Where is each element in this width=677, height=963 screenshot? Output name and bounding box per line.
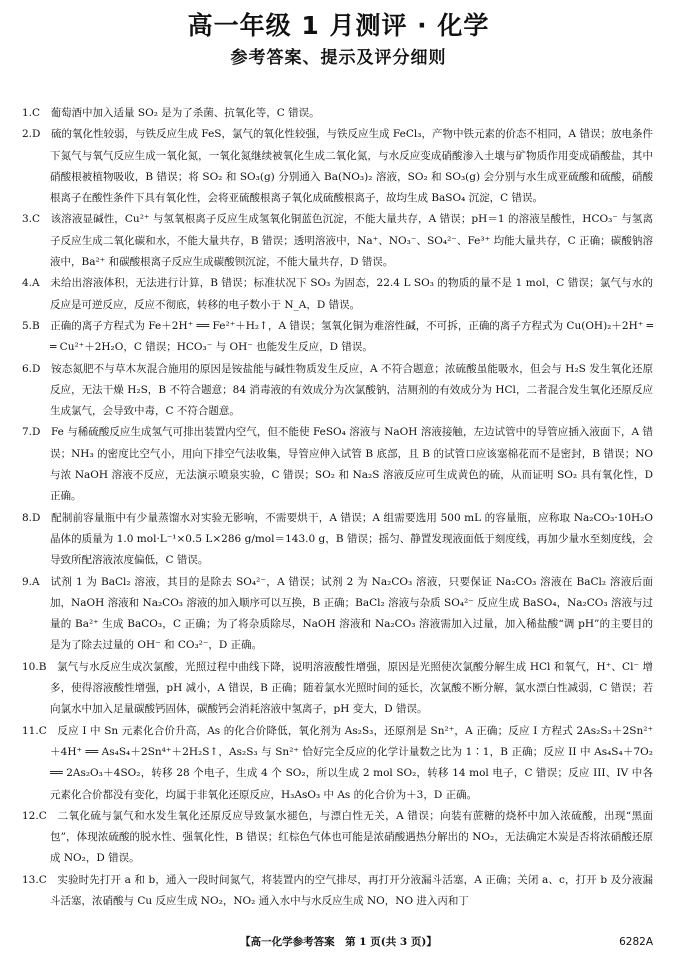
answer-item <box>22 209 653 273</box>
answer-explanation: 正确的离子方程式为 Fe＋2H⁺ ══ Fe²⁺＋H₂↑，A 错误；氢氧化铜为难溶性碱，不可拆，正确的离子方程式为 Cu(OH)₂＋2H⁺ ══ Cu²⁺＋2H₂O，C 错误；HCO₃⁻ 与 OH⁻ 也能发生反应，D 错误。 <box>50 319 653 354</box>
answer-number: 11.C <box>22 724 47 737</box>
answer-explanation: 反应 I 中 Sn 元素化合价升高，As 的化合价降低，氧化剂为 As₂S₃，还原剂是 Sn²⁺，A 正确；反应 I 方程式 2As₂S₃＋2Sn²⁺＋4H⁺ ══ As₄S₄＋2Sn⁴⁺＋2H₂S↑，As₂S₃ 与 Sn²⁺ 恰好完全反应的化学计量数之比为 1∶1，B 正确；反应 II 中 As₄S₄＋7O₂ ══ 2As₂O₃＋4SO₂，转移 28 个电子，生成 4 个 SO₂，所以生成 2 mol SO₂，转移 14 mol 电子，C 错误；反应 III、IV 中各元素化合价都没有变化，均属于非氧化还原反应，H₃AsO₃ 中 As 的化合价为＋3，D 正确。 <box>50 724 653 801</box>
answer-list <box>22 103 653 912</box>
answer-item <box>22 359 653 423</box>
answer-item <box>22 721 653 806</box>
answer-item <box>22 316 653 359</box>
document-code: 6282A <box>619 936 653 948</box>
answer-explanation: 氯气与水反应生成次氯酸，光照过程中曲线下降，说明溶液酸性增强，原因是光照使次氯酸分解生成 HCl 和氧气，H⁺、Cl⁻ 增多，使得溶液酸性增强，pH 减小，A 错误，B 正确；随着氯水光照时间的延长，次氯酸不断分解，氯水漂白性减弱，C 错误；若向氯水中加入足量碳酸钙固体，碳酸钙会消耗溶液中氢离子，pH 变大，D 错误。 <box>50 660 653 716</box>
answer-explanation: 该溶液显碱性，Cu²⁺ 与氢氧根离子反应生成氢氧化铜蓝色沉淀，不能大量共存，A 错误；pH＝1 的溶液呈酸性，HCO₃⁻ 与氢离子反应生成二氧化碳和水，不能大量共存，B 错误；透明溶液中，Na⁺、NO₃⁻、SO₄²⁻、Fe³⁺ 均能大量共存，C 正确；碳酸钠溶液中，Ba²⁺ 和碳酸根离子反应生成碳酸钡沉淀，不能大量共存，D 错误。 <box>50 213 653 269</box>
answer-explanation: Fe 与稀硫酸反应生成氢气可排出装置内空气，但不能使 FeSO₄ 溶液与 NaOH 溶液接触，左边试管中的导管应插入液面下，A 错误；NH₃ 的密度比空气小，用向下排空气法收集，导管应伸入试管 B 底部，且 B 的试管口应该塞棉花而不是密封，B 错误；NO 与浓 NaOH 溶液不反应，无法演示喷泉实验，C 错误；SO₂ 和 Na₂S 溶液反应可生成黄色的硫，从而证明 SO₂ 具有氧化性，D 正确。 <box>50 426 653 503</box>
answer-number: 12.C <box>22 809 47 822</box>
answer-number: 13.C <box>22 873 47 886</box>
answer-explanation: 葡萄酒中加入适量 SO₂ 是为了杀菌、抗氧化等，C 错误。 <box>50 107 320 119</box>
answer-item <box>22 422 653 507</box>
answer-number: 8.D <box>22 511 41 524</box>
answer-number: 2.D <box>22 128 41 141</box>
answer-number: 4.A <box>22 277 40 290</box>
answer-number: 10.B <box>22 660 47 673</box>
answer-explanation: 硫的氧化性较弱，与铁反应生成 FeS，氯气的氧化性较强，与铁反应生成 FeCl₃，产物中铁元素的价态不相同，A 错误；放电条件下氮气与氧气反应生成一氧化氮，一氧化氮继续被氧化生成二氧化氮，与水反应变成硝酸渗入土壤与矿物质作用变成硝酸盐，其中硝酸根被植物吸收，B 错误；将 SO₂ 和 SO₃(g) 分别通入 Ba(NO₃)₂ 溶液，SO₂ 和 SO₃(g) 会分别与水生成亚硫酸和硫酸，硝酸根离子在酸性条件下具有氧化性，会将亚硫酸根离子氧化成硫酸根离子，故均生成 BaSO₄ 沉淀，C 错误。 <box>50 128 653 205</box>
answer-number: 3.C <box>22 213 41 226</box>
answer-explanation: 铵态氮肥不与草木灰混合施用的原因是铵盐能与碱性物质发生反应，A 不符合题意；浓硫酸虽能吸水，但会与 H₂S 发生氧化还原反应，无法干燥 H₂S，B 不符合题意；84 消毒液的有效成分为次氯酸钠，洁厕剂的有效成分为 HCl，二者混合发生氧化还原反应生成氯气，会导致中毒，C 不符合题意。 <box>50 362 653 418</box>
page-subtitle: 参考答案、提示及评分细则 <box>230 48 447 68</box>
answer-explanation: 二氧化硫与氯气和水发生氧化还原反应导致氯水褪色，与漂白性无关，A 错误；向装有蔗糖的烧杯中加入浓硫酸，出现“黑面包”，体现浓硫酸的脱水性、强氧化性，B 错误；红棕色气体也可能是浓硝酸遇热分解出的 NO₂，无法确定木炭是否将浓硝酸还原成 NO₂，D 错误。 <box>50 809 653 865</box>
answer-item <box>22 508 653 572</box>
answer-explanation: 试剂 1 为 BaCl₂ 溶液，其目的是除去 SO₄²⁻，A 错误；试剂 2 为 Na₂CO₃ 溶液，只要保证 Na₂CO₃ 溶液在 BaCl₂ 溶液后面加，NaOH 溶液和 Na₂CO₃ 溶液的加入顺序可以互换，B 正确；BaCl₂ 溶液与杂质 SO₄²⁻ 反应生成 BaSO₄，Na₂CO₃ 溶液与过量的 Ba²⁺ 生成 BaCO₃，C 正确；为了将杂质除尽，NaOH 溶液和 Na₂CO₃ 溶液需加入过量，加入稀盐酸“调 pH”的主要目的是为了除去过量的 OH⁻ 和 CO₃²⁻，D 正确。 <box>50 575 653 652</box>
answer-item <box>22 273 653 316</box>
answer-item <box>22 572 653 657</box>
answer-number: 9.A <box>22 575 40 588</box>
answer-explanation: 未给出溶液体积，无法进行计算，B 错误；标准状况下 SO₃ 为固态，22.4 L SO₃ 的物质的量不是 1 mol，C 错误；氯气与水的反应是可逆反应，反应不彻底，转移的电子数小于 N_A，D 错误。 <box>50 277 653 311</box>
answer-number: 5.B <box>22 319 40 332</box>
answer-number: 6.D <box>22 362 41 375</box>
page-title: 高一年级 1 月测评 · 化学 <box>187 11 490 40</box>
answer-explanation: 配制前容量瓶中有少量蒸馏水对实验无影响，不需要烘干，A 错误；A 组需要选用 500 mL 的容量瓶，应称取 Na₂CO₃·10H₂O 晶体的质量为 1.0 mol·L⁻¹×0.5 L×286 g/mol＝143.0 g，B 错误；摇匀、静置发现液面低于刻度线，再加少量水至刻度线，会导致所配溶液浓度偏低，C 错误。 <box>50 511 653 567</box>
answer-number: 7.D <box>22 426 41 439</box>
answer-item <box>22 103 653 124</box>
answer-item <box>22 870 653 913</box>
answer-item <box>22 124 653 209</box>
answer-item <box>22 657 653 721</box>
answer-number: 1.C <box>22 107 41 119</box>
answer-item <box>22 806 653 870</box>
page-footer: 【高一化学参考答案 第 1 页(共 3 页)】 <box>240 936 437 948</box>
answer-explanation: 实验时先打开 a 和 b，通入一段时间氮气，将装置内的空气排尽，再打开分液漏斗活塞，A 正确；关闭 a、c，打开 b 及分液漏斗活塞，浓硝酸与 Cu 反应生成 NO₂，NO₂ 通入水中与水反应生成 NO，NO 进入丙和丁 <box>50 873 653 907</box>
